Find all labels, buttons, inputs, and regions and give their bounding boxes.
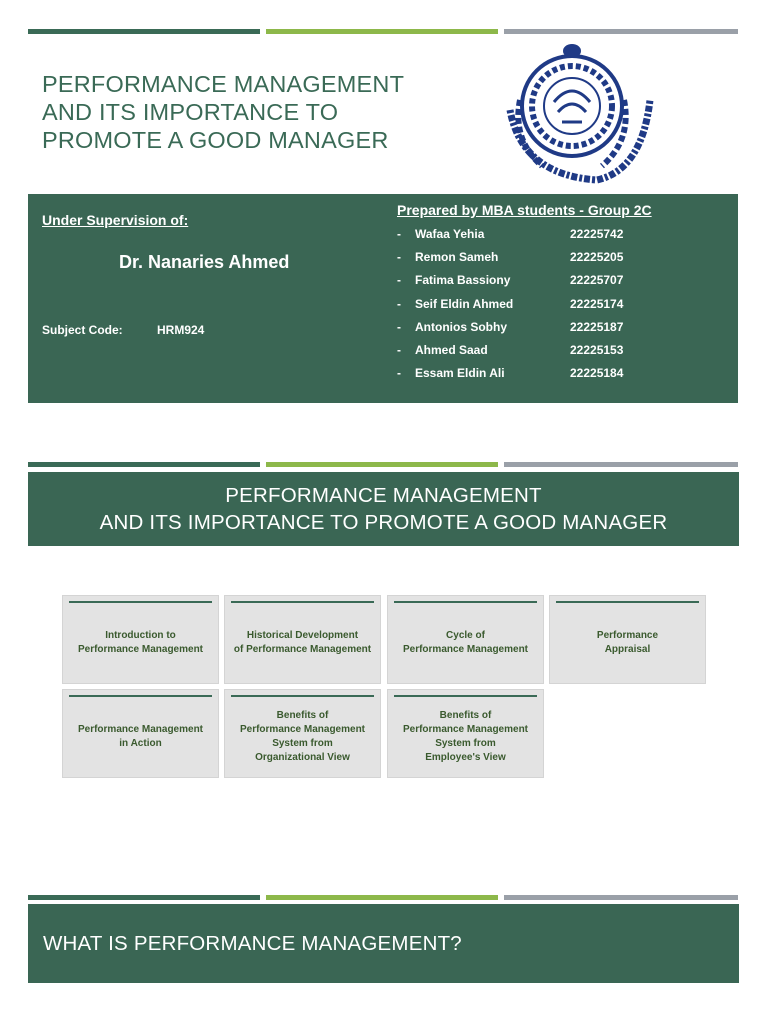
topic-card-label: Performance Management in Action [77, 723, 204, 749]
student-name: Ahmed Saad [415, 342, 488, 357]
topic-card-label: Benefits of Performance Management System from Organizational View [239, 709, 366, 763]
student-name: Seif Eldin Ahmed [415, 296, 514, 311]
supervision-label: Under Supervision of: [42, 212, 189, 228]
topic-card-benefits-organizational[interactable] [224, 689, 381, 778]
student-id: 22225187 [570, 319, 624, 334]
student-name: Wafaa Yehia [415, 227, 485, 241]
topic-card-history[interactable] [224, 595, 381, 684]
slide2-title-banner [28, 472, 739, 546]
slide1-title-line: PROMOTE A GOOD MANAGER [42, 127, 389, 153]
prepared-by-label: Prepared by MBA students - Group 2C [397, 202, 652, 218]
student-list [397, 226, 717, 388]
slide1-title-line: AND ITS IMPORTANCE TO [42, 99, 339, 125]
student-id: 22225174 [570, 296, 624, 311]
student-row [397, 296, 717, 319]
student-id: 22225153 [570, 342, 624, 357]
topic-card-label: Cycle of Performance Management [402, 629, 529, 655]
bullet: - [397, 273, 401, 288]
academy-seal-logo-icon [502, 40, 654, 186]
slide1-title [42, 70, 462, 154]
topic-card-cycle[interactable] [387, 595, 544, 684]
student-row [397, 365, 717, 388]
student-id: 22225184 [570, 366, 624, 381]
topic-card-label: Performance Appraisal [596, 629, 659, 655]
student-id: 22225205 [570, 250, 624, 265]
topic-card-label: Historical Development of Performance Management [233, 629, 372, 655]
subject-code: HRM924 [157, 323, 205, 337]
bullet: - [397, 250, 401, 265]
student-name: Remon Sameh [415, 250, 499, 265]
slide3-stripe [28, 895, 740, 900]
bullet: - [397, 227, 401, 241]
topic-card-in-action[interactable] [62, 689, 219, 778]
student-row [397, 272, 717, 295]
subject-code-label: Subject Code: [42, 323, 123, 337]
student-id: 22225742 [570, 227, 624, 241]
topic-card-appraisal[interactable] [549, 595, 706, 684]
student-name: Fatima Bassiony [415, 273, 511, 288]
student-row [397, 226, 717, 249]
student-row [397, 319, 717, 342]
bullet: - [397, 319, 401, 334]
bullet: - [397, 366, 401, 381]
topic-card-introduction[interactable] [62, 595, 219, 684]
student-id: 22225707 [570, 273, 624, 288]
supervisor-name: Dr. Nanaries Ahmed [119, 252, 290, 272]
slide2-title-line: AND ITS IMPORTANCE TO PROMOTE A GOOD MANAGER [99, 511, 668, 534]
topic-card-label: Benefits of Performance Management System from Employee's View [402, 709, 529, 763]
slide2-title-line: PERFORMANCE MANAGEMENT [225, 484, 542, 507]
bullet: - [397, 296, 401, 311]
slide3-title: WHAT IS PERFORMANCE MANAGEMENT? [28, 904, 739, 983]
student-name: Antonios Sobhy [415, 319, 507, 334]
slide2-stripe [28, 462, 740, 467]
bullet: - [397, 342, 401, 357]
top-stripe [28, 29, 740, 34]
topic-card-benefits-employee[interactable] [387, 689, 544, 778]
student-row [397, 249, 717, 272]
credits-panel [28, 194, 738, 403]
topic-card-label: Introduction to Performance Management [77, 629, 204, 655]
student-name: Essam Eldin Ali [415, 366, 505, 381]
student-row [397, 342, 717, 365]
slide1-title-line: PERFORMANCE MANAGEMENT [42, 71, 405, 97]
